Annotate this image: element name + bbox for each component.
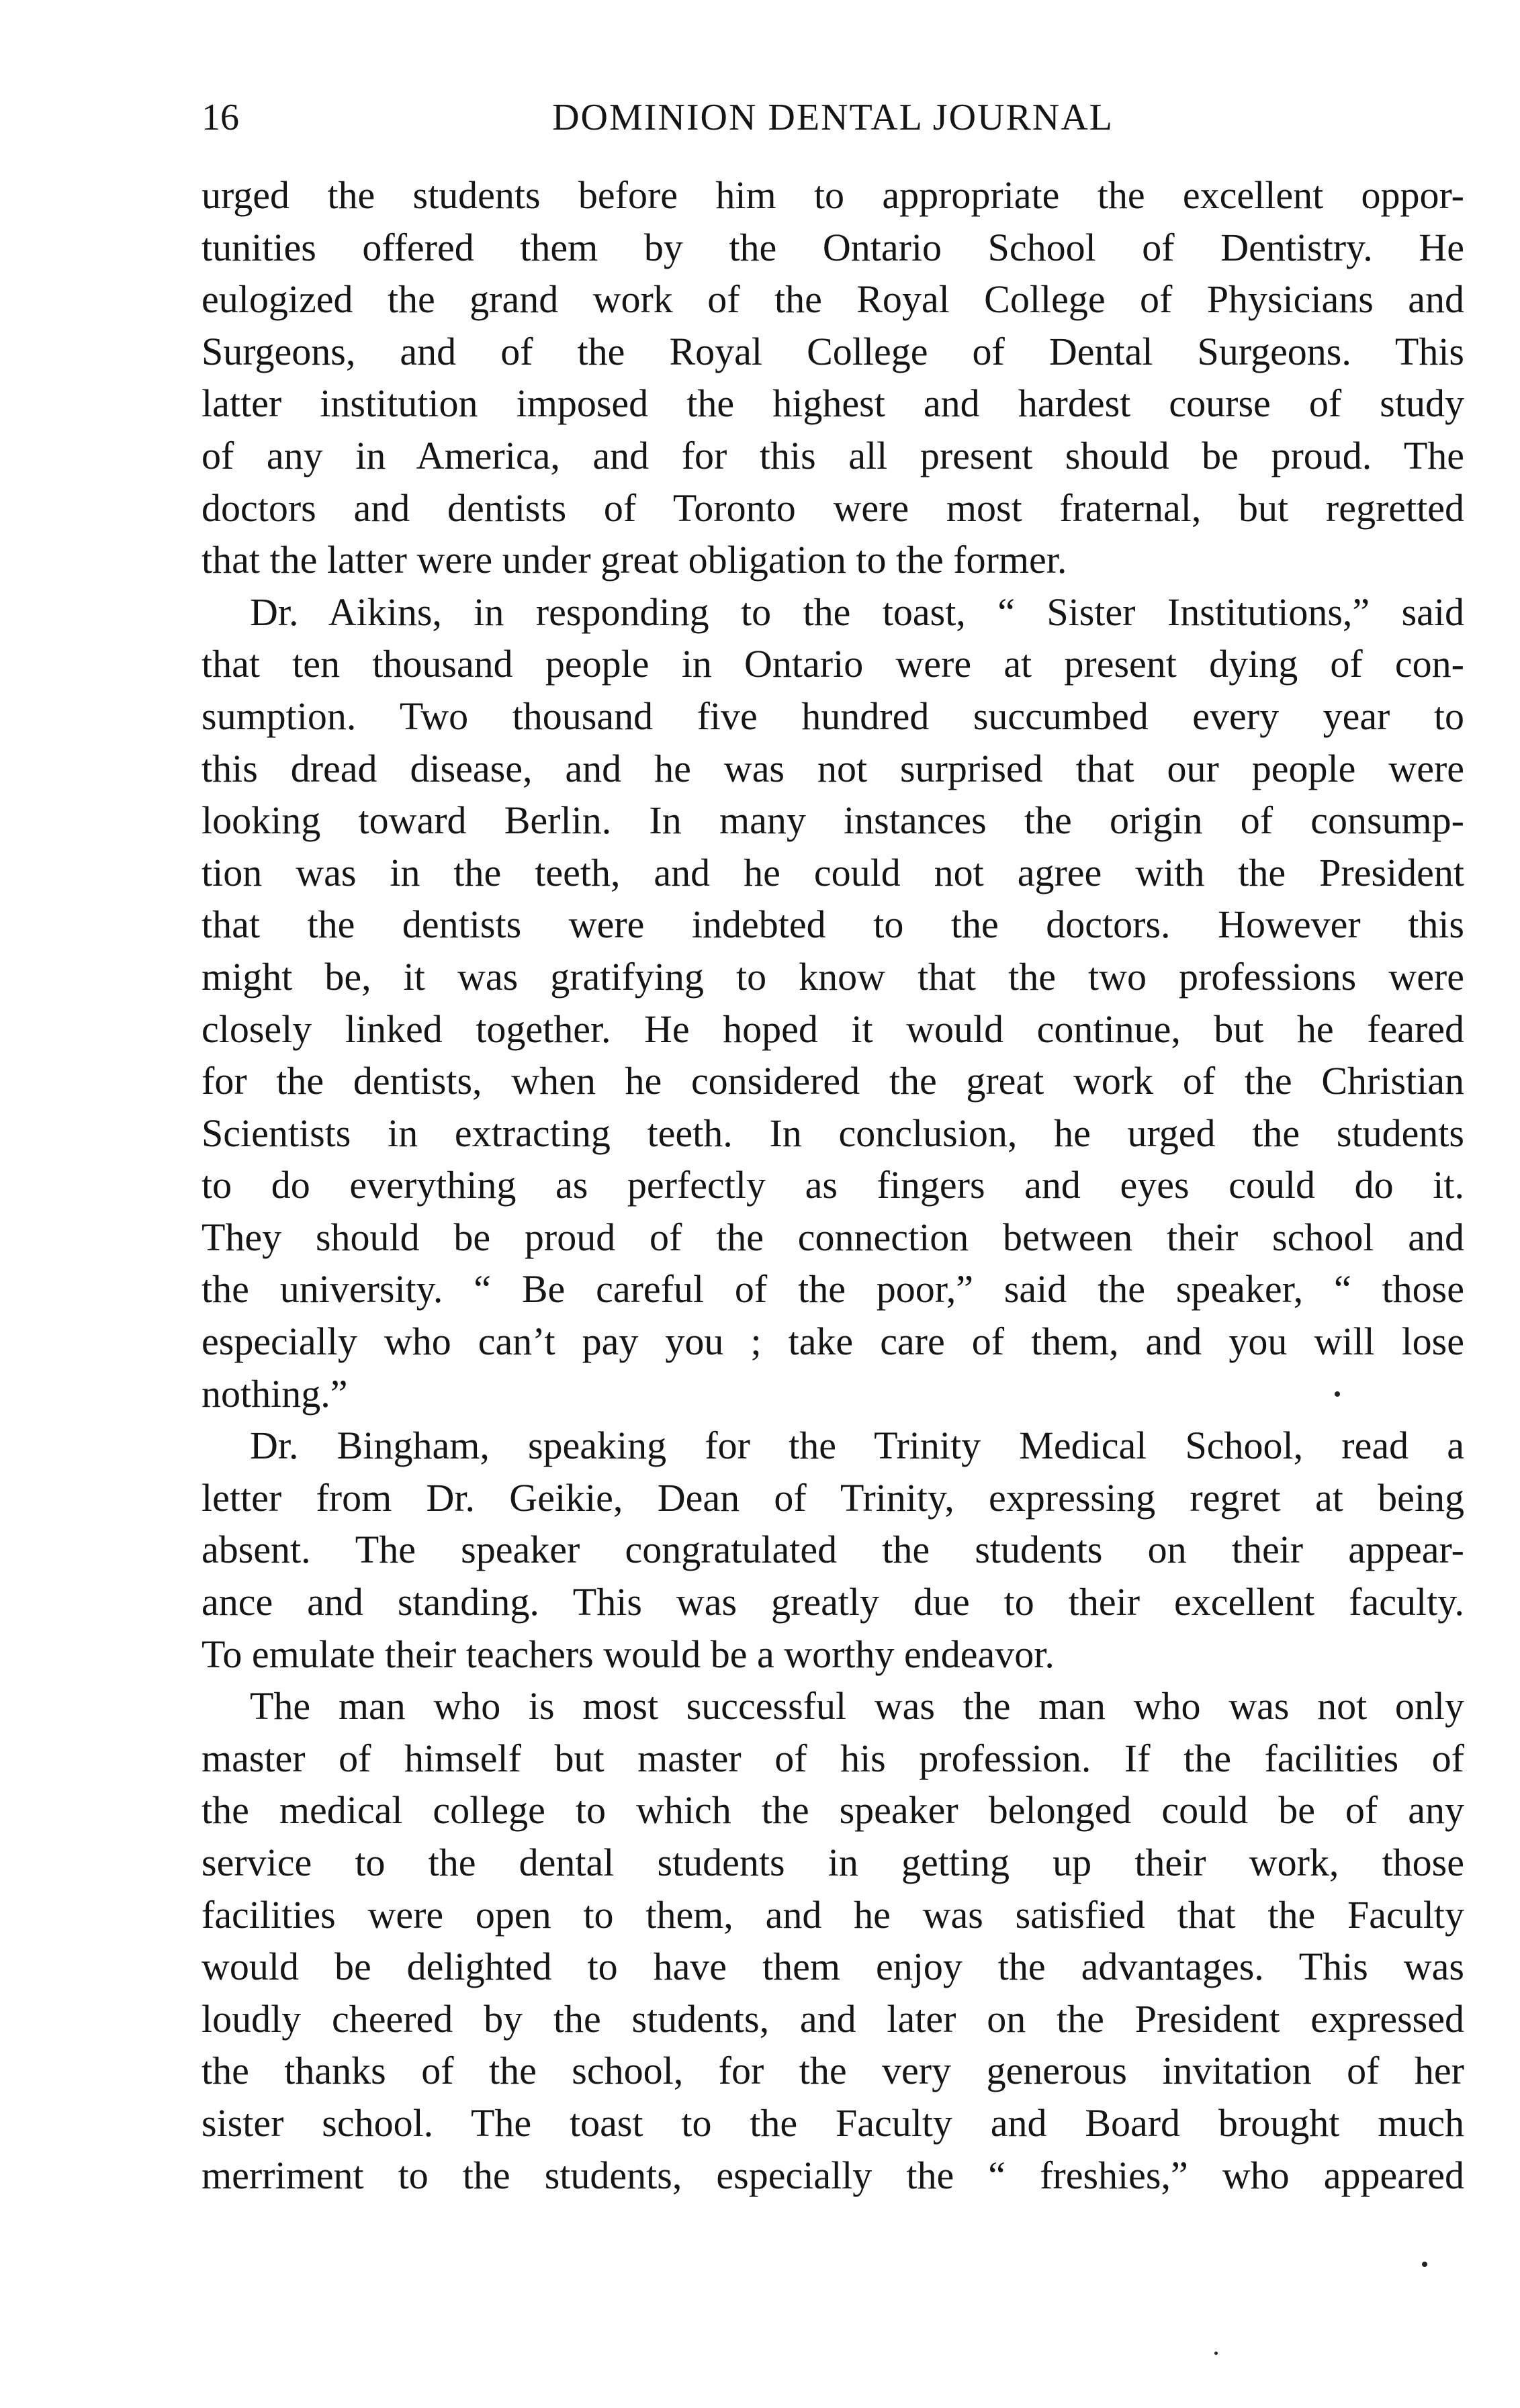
text-line: tunities offered them by the Ontario School of Dentistry. He [202,225,1464,269]
text-line: tion was in the teeth, and he could not agree with the President [202,850,1464,894]
text-line: the thanks of the school, for the very generous invitation of her [202,2049,1464,2093]
text-line: the university. “ Be careful of the poor,” said the speaker, “ those [202,1267,1464,1311]
text-line: sumption. Two thousand five hundred succumbed every year to [202,694,1464,738]
print-speck [1335,1391,1340,1397]
text-line: the medical college to which the speaker belonged could be of any [202,1788,1464,1833]
text-line: master of himself but master of his profession. If the facilities of [202,1736,1464,1780]
text-line: nothing.” [202,1371,348,1416]
article-body [202,169,1464,2201]
text-line: facilities were open to them, and he was satisfied that the Faculty [202,1892,1464,1937]
text-line: They should be proud of the connection between their school and [202,1215,1464,1259]
print-speck [1214,2352,1218,2355]
text-line: Dr. Aikins, in responding to the toast, “ Sister Institutions,” said [250,590,1464,634]
text-line: Dr. Bingham, speaking for the Trinity Medical School, read a [250,1424,1464,1468]
text-line: doctors and dentists of Toronto were most fraternal, but regretted [202,485,1464,530]
text-line: urged the students before him to appropriate the excellent oppor- [202,173,1464,217]
text-line: for the dentists, when he considered the great work of the Christian [202,1059,1464,1103]
page-header [202,81,1464,154]
print-speck [1422,2262,1427,2267]
text-line: closely linked together. He hoped it would continue, but he feared [202,1007,1464,1051]
page-number: 16 [202,97,239,138]
text-line: to do everything as perfectly as fingers and eyes could do it. [202,1163,1464,1207]
text-line: service to the dental students in getting up their work, those [202,1841,1464,1884]
text-line: of any in America, and for this all present should be proud. The [202,433,1464,477]
text-line: that the dentists were indebted to the doctors. However this [202,902,1464,947]
running-title: DOMINION DENTAL JOURNAL [552,97,1114,138]
text-line: latter institution imposed the highest and hardest course of study [202,381,1464,426]
text-line: The man who is most successful was the man who was not only [250,1684,1464,1728]
text-line: that ten thousand people in Ontario were at present dying of con- [202,642,1464,686]
text-line: that the latter were under great obligation to the former. [202,538,1067,582]
text-line: would be delighted to have them enjoy the advantages. This was [202,1945,1464,1989]
text-line: especially who can’t pay you ; take care of them, and you will lose [202,1319,1464,1364]
text-line: looking toward Berlin. In many instances the origin of consump- [202,798,1464,843]
text-line: Surgeons, and of the Royal College of Dental Surgeons. This [202,329,1464,373]
text-line: absent. The speaker congratulated the students on their appear- [202,1528,1464,1572]
text-line: ance and standing. This was greatly due to their excellent faculty. [202,1580,1464,1624]
text-line: merriment to the students, especially the “ freshies,” who appeared [202,2153,1464,2197]
text-line: Scientists in extracting teeth. In conclusion, he urged the students [202,1111,1464,1155]
text-line: loudly cheered by the students, and later on the President expressed [202,1996,1464,2041]
text-line: sister school. The toast to the Faculty and Board brought much [202,2100,1464,2145]
text-line: eulogized the grand work of the Royal College of Physicians and [202,277,1464,322]
text-line: letter from Dr. Geikie, Dean of Trinity, expressing regret at being [202,1475,1464,1520]
text-line: this dread disease, and he was not surprised that our people were [202,746,1464,790]
text-line: might be, it was gratifying to know that the two professions were [202,954,1464,999]
text-line: To emulate their teachers would be a worthy endeavor. [202,1632,1055,1676]
